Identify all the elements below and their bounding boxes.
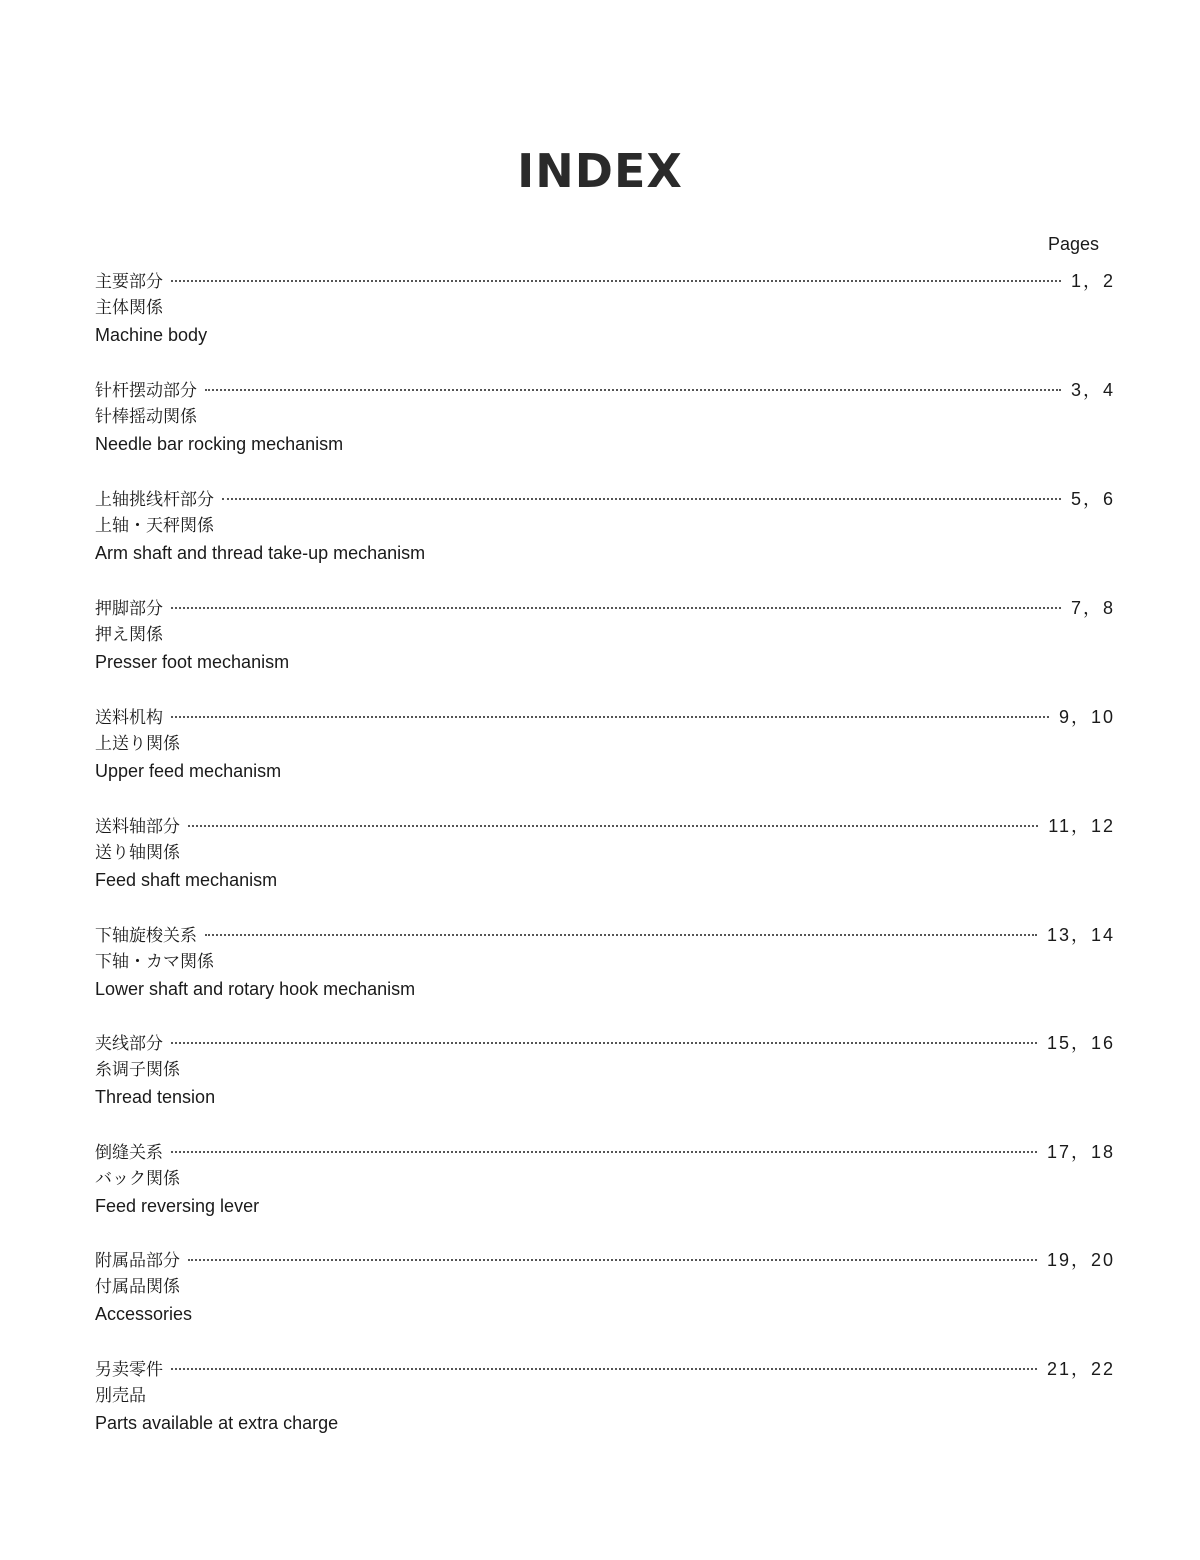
entry-page-numbers: 7，8 xyxy=(1070,598,1115,618)
index-entry xyxy=(95,1247,1115,1328)
entry-english-title: Lower shaft and rotary hook mechanism xyxy=(95,979,416,999)
entry-heading-row xyxy=(95,922,1115,949)
entry-heading-row xyxy=(95,595,1115,622)
dot-leader xyxy=(205,934,1037,936)
dot-leader xyxy=(171,1151,1037,1153)
index-entry xyxy=(95,813,1115,894)
entry-english-title: Arm shaft and thread take-up mechanism xyxy=(95,543,426,563)
dot-leader xyxy=(222,498,1061,500)
dot-leader xyxy=(171,607,1061,609)
index-entry xyxy=(95,1139,1115,1220)
entry-chinese-title: 夹线部分 xyxy=(95,1034,163,1054)
index-entry xyxy=(95,486,1115,567)
entry-page-numbers: 15，16 xyxy=(1046,1033,1115,1053)
entry-japanese-title: 押え関係 xyxy=(95,625,163,645)
entry-heading-row xyxy=(95,1139,1115,1166)
pages-column-header: Pages xyxy=(1047,234,1099,254)
entry-page-numbers: 5，6 xyxy=(1070,489,1115,509)
dot-leader xyxy=(171,1042,1037,1044)
dot-leader xyxy=(188,825,1038,827)
entry-japanese-title: 付属品関係 xyxy=(95,1277,180,1297)
entry-page-numbers: 3，4 xyxy=(1070,380,1115,400)
entry-japanese-title: 送り轴関係 xyxy=(95,843,180,863)
entry-english-title: Accessories xyxy=(95,1304,193,1324)
entry-chinese-title: 送料机构 xyxy=(95,708,163,728)
index-entry xyxy=(95,922,1115,1003)
entry-chinese-title: 下轴旋梭关系 xyxy=(95,926,197,946)
entry-japanese-title: 別売品 xyxy=(95,1386,146,1406)
dot-leader xyxy=(171,1368,1037,1370)
entry-heading-row xyxy=(95,486,1115,513)
entry-heading-row xyxy=(95,1356,1115,1383)
entry-heading-row xyxy=(95,1030,1115,1057)
index-entry xyxy=(95,1356,1115,1437)
dot-leader xyxy=(171,716,1049,718)
dot-leader xyxy=(188,1259,1037,1261)
entry-english-title: Thread tension xyxy=(95,1087,216,1107)
index-entry xyxy=(95,595,1115,676)
index-entry xyxy=(95,268,1115,349)
entry-english-title: Feed shaft mechanism xyxy=(95,870,278,890)
entry-page-numbers: 11，12 xyxy=(1048,816,1115,836)
entry-heading-row xyxy=(95,1247,1115,1274)
entry-page-numbers: 13，14 xyxy=(1046,925,1115,945)
index-entry xyxy=(95,704,1115,785)
entry-english-title: Machine body xyxy=(95,325,208,345)
page-title: INDEX xyxy=(517,144,683,198)
entry-chinese-title: 针杆摆动部分 xyxy=(95,381,197,401)
entry-page-numbers: 9，10 xyxy=(1058,707,1115,727)
entry-japanese-title: バック関係 xyxy=(95,1169,180,1189)
entry-heading-row xyxy=(95,377,1115,404)
entry-chinese-title: 上轴挑线杆部分 xyxy=(95,490,214,510)
entry-english-title: Needle bar rocking mechanism xyxy=(95,434,344,454)
dot-leader xyxy=(205,389,1061,391)
entry-english-title: Feed reversing lever xyxy=(95,1196,260,1216)
entry-japanese-title: 糸调子関係 xyxy=(95,1060,180,1080)
entry-page-numbers: 19，20 xyxy=(1046,1250,1115,1270)
entry-chinese-title: 送料轴部分 xyxy=(95,817,180,837)
entry-chinese-title: 倒缝关系 xyxy=(95,1143,163,1163)
entry-chinese-title: 主要部分 xyxy=(95,272,163,292)
index-entry xyxy=(95,377,1115,458)
entry-japanese-title: 上送り関係 xyxy=(95,734,180,754)
entry-english-title: Parts available at extra charge xyxy=(95,1413,339,1433)
dot-leader xyxy=(171,280,1061,282)
entry-japanese-title: 主体関係 xyxy=(95,298,163,318)
entry-heading-row xyxy=(95,704,1115,731)
entry-japanese-title: 针棒摇动関係 xyxy=(95,407,197,427)
entry-page-numbers: 21，22 xyxy=(1046,1359,1115,1379)
entry-page-numbers: 17，18 xyxy=(1046,1142,1115,1162)
entry-japanese-title: 上轴・天秤関係 xyxy=(95,516,214,536)
entry-english-title: Upper feed mechanism xyxy=(95,761,282,781)
index-entry xyxy=(95,1030,1115,1111)
entry-japanese-title: 下轴・カマ関係 xyxy=(95,952,214,972)
entry-chinese-title: 押脚部分 xyxy=(95,599,163,619)
entry-page-numbers: 1，2 xyxy=(1070,271,1115,291)
entry-chinese-title: 附属品部分 xyxy=(95,1251,180,1271)
entry-heading-row xyxy=(95,813,1115,840)
entry-heading-row xyxy=(95,268,1115,295)
entry-english-title: Presser foot mechanism xyxy=(95,652,290,672)
entry-chinese-title: 另卖零件 xyxy=(95,1360,163,1380)
